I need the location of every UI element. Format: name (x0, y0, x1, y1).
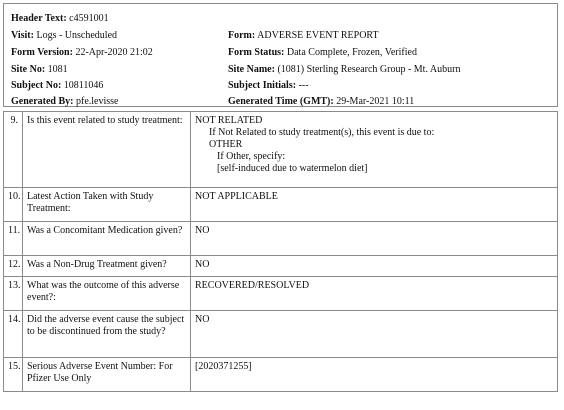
header-text-label: Header Text: (11, 13, 67, 24)
generated-time-value: 29-Mar-2021 10:11 (336, 96, 415, 107)
row-question: Latest Action Taken with Study Treatment: (23, 188, 191, 222)
subject-no-field (11, 80, 103, 92)
generated-by-field (11, 96, 119, 108)
form-label: Form: (228, 30, 256, 41)
table-row (4, 277, 558, 311)
row-number: 9. (4, 112, 23, 188)
form-version-field (11, 47, 153, 59)
row-number: 13. (4, 277, 23, 311)
row-answer: RECOVERED/RESOLVED (191, 277, 558, 311)
form-field (228, 30, 379, 42)
generated-time-label: Generated Time (GMT): (228, 96, 334, 107)
subject-initials-field (228, 80, 309, 92)
form-status-value: Data Complete, Frozen, Verified (286, 47, 417, 58)
row-answer: [2020371255] (191, 358, 558, 392)
table-row (4, 256, 558, 277)
subject-initials-label: Subject Initials: (228, 80, 297, 91)
row-number: 12. (4, 256, 23, 277)
subject-no-value: 10811046 (63, 80, 104, 91)
row-answer: NOT APPLICABLE (191, 188, 558, 222)
row-number: 11. (4, 222, 23, 256)
row-question: Is this event related to study treatment: (23, 112, 191, 188)
subject-no-label: Subject No: (11, 80, 62, 91)
sub-question: If Other, specify: (217, 151, 286, 162)
sub-answer: OTHER (209, 139, 243, 150)
row-number: 10. (4, 188, 23, 222)
row-answer: NOT RELATED (195, 115, 263, 126)
subject-initials-value: --- (298, 80, 309, 91)
form-version-value: 22-Apr-2020 21:02 (75, 47, 153, 58)
visit-label: Visit: (11, 30, 34, 41)
form-status-field (228, 47, 417, 59)
form-value: ADVERSE EVENT REPORT (257, 30, 379, 41)
site-name-value: (1081) Sterling Research Group - Mt. Auburn (277, 64, 461, 75)
site-no-value: 1081 (47, 64, 68, 75)
header-text-value: c4591001 (69, 13, 109, 24)
generated-by-value: pfe.levisse (76, 96, 119, 107)
row-question: Did the adverse event cause the subject to be discontinued from the study? (23, 311, 191, 358)
row-question: Was a Non-Drug Treatment given? (23, 256, 191, 277)
table-row (4, 311, 558, 358)
site-no-label: Site No: (11, 64, 46, 75)
row-number: 15. (4, 358, 23, 392)
header-text-field (11, 13, 109, 25)
table-row (4, 222, 558, 256)
generated-time-field (228, 96, 414, 108)
row-answer: NO (191, 222, 558, 256)
table-row (4, 358, 558, 392)
row-answer: NO (191, 311, 558, 358)
generated-by-label: Generated By: (11, 96, 74, 107)
site-name-label: Site Name: (228, 64, 275, 75)
sub-answer: [self-induced due to watermelon diet] (217, 163, 368, 174)
row-answer-cell (191, 112, 558, 188)
site-no-field (11, 64, 68, 76)
sub-question: If Not Related to study treatment(s), this event is due to: (209, 127, 435, 138)
row-question: Was a Concomitant Medication given? (23, 222, 191, 256)
table-row (4, 112, 558, 188)
row-question: What was the outcome of this adverse event?: (23, 277, 191, 311)
adverse-event-table (3, 111, 558, 392)
visit-value: Logs - Unscheduled (36, 30, 118, 41)
row-number: 14. (4, 311, 23, 358)
site-name-field (228, 64, 460, 76)
row-question: Serious Adverse Event Number: For Pfizer Use Only (23, 358, 191, 392)
row-answer: NO (191, 256, 558, 277)
form-version-label: Form Version: (11, 47, 73, 58)
table-row (4, 188, 558, 222)
visit-field (11, 30, 117, 42)
form-status-label: Form Status: (228, 47, 285, 58)
form-header (3, 3, 558, 107)
